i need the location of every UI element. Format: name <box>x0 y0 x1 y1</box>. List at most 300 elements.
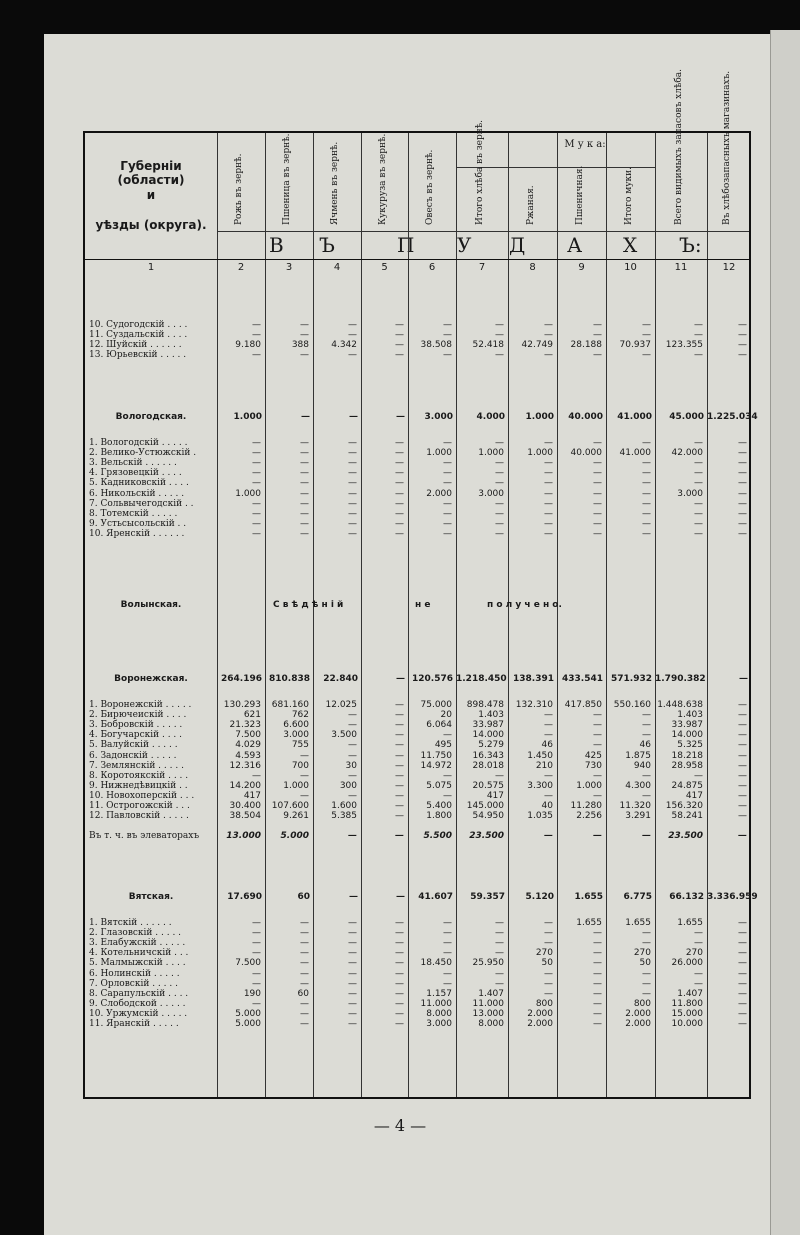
district-value: — <box>348 948 357 959</box>
district-value: — <box>593 720 602 731</box>
column-number: 5 <box>381 262 388 273</box>
district-value: 7.500 <box>235 730 261 741</box>
district-value: 5.385 <box>331 811 357 822</box>
district-value: 38.508 <box>420 340 452 351</box>
section-total-value: 3.000 <box>424 412 453 422</box>
district-value: — <box>348 750 357 761</box>
district-value: 800 <box>633 998 651 1009</box>
district-value: — <box>495 508 504 519</box>
district-value: — <box>738 458 747 469</box>
district-value: 33.987 <box>472 720 504 731</box>
district-value: 46 <box>541 740 553 751</box>
district-value: — <box>495 978 504 989</box>
district-value: 270 <box>633 948 651 959</box>
district-value: — <box>443 330 452 341</box>
district-value: — <box>300 918 309 928</box>
district-value: 46 <box>639 740 651 751</box>
district-value: — <box>252 968 261 979</box>
district-value: 9.180 <box>235 340 261 351</box>
district-value: — <box>252 448 261 459</box>
section-total-value: 59.357 <box>470 892 505 902</box>
section-total-value: 264.196 <box>221 674 262 684</box>
district-name: 6. Нолинскій . . . . . <box>89 968 180 979</box>
district-value: — <box>495 518 504 529</box>
district-value: 388 <box>291 340 309 351</box>
district-value: — <box>395 811 404 822</box>
district-value: — <box>738 350 747 361</box>
district-value: — <box>738 448 747 459</box>
elevator-value: — <box>544 831 553 842</box>
district-value: — <box>252 320 261 330</box>
district-value: 210 <box>535 760 553 771</box>
district-value: — <box>495 330 504 341</box>
district-value: — <box>348 488 357 499</box>
column-number: 3 <box>285 262 293 273</box>
district-value: — <box>642 790 651 801</box>
district-value: — <box>544 518 553 529</box>
district-name: 8. Сарапульскій . . . . <box>89 988 189 999</box>
district-value: 1.035 <box>527 811 553 822</box>
district-value: 755 <box>291 740 309 751</box>
district-value: 4.029 <box>235 740 261 751</box>
district-name: 3. Вельскій . . . . . . <box>89 458 177 469</box>
district-value: — <box>252 528 261 539</box>
district-value: — <box>395 998 404 1009</box>
district-value: — <box>642 478 651 489</box>
district-value: — <box>544 730 553 741</box>
district-value: — <box>593 488 602 499</box>
district-value: — <box>300 948 309 959</box>
district-value: — <box>642 320 651 330</box>
district-value: — <box>300 448 309 459</box>
district-value: — <box>738 720 747 731</box>
district-value: 50 <box>639 958 651 969</box>
section-total-value: 1.000 <box>525 412 554 422</box>
district-value: — <box>642 330 651 341</box>
district-value: — <box>395 958 404 969</box>
district-value: — <box>395 918 404 928</box>
district-value: — <box>738 958 747 969</box>
district-value: 28.188 <box>570 340 602 351</box>
district-value: — <box>642 468 651 479</box>
district-value: — <box>348 448 357 459</box>
column-number: 10 <box>624 262 637 273</box>
district-value: — <box>642 978 651 989</box>
district-value: — <box>395 750 404 761</box>
district-value: — <box>395 320 404 330</box>
district-value: — <box>300 478 309 489</box>
district-value: — <box>544 918 553 928</box>
district-value: — <box>642 528 651 539</box>
district-value: — <box>348 468 357 479</box>
district-value: — <box>694 478 703 489</box>
district-name: 3. Елабужскій . . . . . <box>89 938 186 949</box>
district-value: — <box>495 478 504 489</box>
column-header-3: Пшеница въ зернѣ. <box>282 133 292 225</box>
district-name: 8. Тотемскій . . . . . <box>89 508 178 519</box>
district-value: — <box>495 350 504 361</box>
district-value: 1.157 <box>426 988 452 999</box>
district-value: — <box>593 1008 602 1019</box>
district-value: — <box>593 478 602 489</box>
district-value: — <box>642 938 651 949</box>
district-value: — <box>348 350 357 361</box>
district-value: 2.000 <box>426 488 452 499</box>
district-value: — <box>443 938 452 949</box>
district-value: — <box>348 320 357 330</box>
elevator-value: 23.500 <box>469 831 504 842</box>
district-value: 14.000 <box>472 730 504 741</box>
district-value: — <box>252 928 261 939</box>
district-value: — <box>395 1019 404 1029</box>
district-value: — <box>544 528 553 539</box>
district-value: — <box>593 498 602 509</box>
section-total-value: 5.120 <box>525 892 554 902</box>
district-value: — <box>348 498 357 509</box>
district-value: — <box>495 528 504 539</box>
district-value: — <box>544 770 553 781</box>
district-value: — <box>593 938 602 949</box>
district-value: — <box>443 438 452 448</box>
district-value: — <box>300 468 309 479</box>
district-value: — <box>738 938 747 949</box>
district-value: — <box>395 770 404 781</box>
district-value: — <box>544 988 553 999</box>
district-value: 300 <box>339 780 357 791</box>
district-value: — <box>252 498 261 509</box>
district-value: — <box>348 710 357 721</box>
district-value: — <box>395 938 404 949</box>
district-value: — <box>300 458 309 469</box>
district-name: 11. Острогожскій . . . <box>89 801 190 811</box>
district-value: 41.000 <box>619 448 651 459</box>
district-value: — <box>738 780 747 791</box>
district-value: 417 <box>685 790 703 801</box>
district-value: — <box>443 918 452 928</box>
district-value: — <box>694 320 703 330</box>
district-name: 5. Валуйскій . . . . . <box>89 740 178 751</box>
district-value: — <box>395 790 404 801</box>
section-total-value: 1.225.034 <box>707 412 758 422</box>
section-title: Воронежская. <box>114 674 188 684</box>
section-total-value: 1.000 <box>233 412 262 422</box>
district-value: 3.291 <box>625 811 651 822</box>
district-value: — <box>738 740 747 751</box>
district-name: 13. Юрьевскій . . . . . <box>89 350 187 361</box>
district-value: — <box>738 508 747 519</box>
district-value: 1.000 <box>283 780 309 791</box>
district-value: — <box>544 978 553 989</box>
district-value: — <box>593 988 602 999</box>
flour-group-header: М у к а: <box>564 139 606 150</box>
district-value: 75.000 <box>420 700 452 710</box>
section-total-value: 3.336.959 <box>707 892 758 902</box>
district-value: 18.218 <box>671 750 703 761</box>
district-name: 10. Яренскій . . . . . . <box>89 528 185 539</box>
district-value: 4.300 <box>625 780 651 791</box>
district-value: — <box>738 528 747 539</box>
district-name: 6. Задонскій . . . . . <box>89 750 177 761</box>
district-value: 11.000 <box>420 998 452 1009</box>
district-value: 1.655 <box>576 918 602 928</box>
units-letter: Д <box>509 233 526 257</box>
district-value: — <box>395 780 404 791</box>
district-value: — <box>300 968 309 979</box>
district-value: — <box>443 508 452 519</box>
district-value: — <box>738 468 747 479</box>
district-value: 40 <box>541 801 553 811</box>
district-value: — <box>300 438 309 448</box>
section-total-value: 66.132 <box>669 892 704 902</box>
column-number: 9 <box>578 262 585 273</box>
district-value: — <box>642 518 651 529</box>
district-value: 9.261 <box>283 811 309 822</box>
district-value: — <box>738 488 747 499</box>
district-value: — <box>395 350 404 361</box>
column-header-12: Въ хлѣбозапасныхъ магазинахъ. <box>722 70 732 225</box>
district-value: 5.000 <box>235 1019 261 1029</box>
district-value: — <box>738 340 747 351</box>
district-value: — <box>738 801 747 811</box>
district-value: 14.200 <box>229 780 261 791</box>
district-value: — <box>738 1008 747 1019</box>
district-value: — <box>395 801 404 811</box>
district-value: — <box>694 508 703 519</box>
district-value: — <box>544 938 553 949</box>
district-name: 4. Богучарскій . . . . <box>89 730 182 741</box>
district-value: — <box>593 958 602 969</box>
elevator-value: 5.500 <box>423 831 452 842</box>
district-value: — <box>593 1019 602 1029</box>
district-value: — <box>395 1008 404 1019</box>
district-value: — <box>593 468 602 479</box>
district-value: — <box>544 710 553 721</box>
district-value: — <box>544 968 553 979</box>
district-value: 417.850 <box>564 700 602 710</box>
district-name: 3. Бобровскій . . . . . <box>89 720 183 731</box>
district-value: — <box>252 938 261 949</box>
district-value: — <box>738 760 747 771</box>
district-value: — <box>495 438 504 448</box>
district-value: — <box>694 518 703 529</box>
district-value: — <box>694 438 703 448</box>
district-value: 1.403 <box>677 710 703 721</box>
district-value: 621 <box>243 710 261 721</box>
units-letter: Ъ: <box>679 233 702 257</box>
column-number: 12 <box>722 262 736 273</box>
district-value: — <box>348 528 357 539</box>
section-total-value: — <box>739 674 748 684</box>
district-value: 33.987 <box>671 720 703 731</box>
district-value: — <box>593 948 602 959</box>
district-value: — <box>593 770 602 781</box>
district-value: — <box>495 320 504 330</box>
elevator-value: 13.000 <box>226 831 261 842</box>
district-value: — <box>300 938 309 949</box>
next-page-edge <box>770 30 800 1235</box>
district-value: — <box>642 770 651 781</box>
grain-stocks-table <box>83 68 758 1099</box>
district-value: — <box>348 720 357 731</box>
district-value: — <box>495 918 504 928</box>
district-value: 11.320 <box>619 801 651 811</box>
district-value: 270 <box>535 948 553 959</box>
district-value: — <box>300 350 309 361</box>
district-value: — <box>348 918 357 928</box>
units-row <box>219 233 751 261</box>
district-value: — <box>395 730 404 741</box>
district-value: — <box>593 518 602 529</box>
column-header-4: Ячмень въ зернѣ. <box>330 141 340 225</box>
district-name: 4. Грязовецкій . . . . <box>89 468 182 479</box>
elevator-label: Въ т. ч. въ элеваторахъ <box>89 831 200 842</box>
district-value: — <box>738 700 747 710</box>
district-value: — <box>544 720 553 731</box>
district-value: 800 <box>535 998 553 1009</box>
district-value: 1.875 <box>625 750 651 761</box>
district-value: 1.000 <box>235 488 261 499</box>
district-value: — <box>694 968 703 979</box>
district-value: 12.316 <box>229 760 261 771</box>
district-value: — <box>348 968 357 979</box>
district-value: 5.400 <box>426 801 452 811</box>
district-value: 130.293 <box>223 700 261 710</box>
district-value: — <box>443 468 452 479</box>
district-value: — <box>395 478 404 489</box>
district-value: 6.064 <box>426 720 452 731</box>
district-value: 25.950 <box>472 958 504 969</box>
section-total-value: 571.932 <box>611 674 652 684</box>
district-value: — <box>252 998 261 1009</box>
district-value: — <box>300 770 309 781</box>
district-value: — <box>395 488 404 499</box>
district-value: — <box>544 438 553 448</box>
district-value: — <box>395 948 404 959</box>
district-value: — <box>544 790 553 801</box>
units-letter: Ъ <box>319 233 335 257</box>
district-value: 1.600 <box>331 801 357 811</box>
district-value: 730 <box>584 760 602 771</box>
district-value: 762 <box>291 710 309 721</box>
district-value: — <box>252 770 261 781</box>
district-value: 5.000 <box>235 1008 261 1019</box>
region-header-line1: Губерніи (области) <box>117 159 185 187</box>
district-value: 24.875 <box>671 780 703 791</box>
elevator-value: — <box>348 831 357 842</box>
district-name: 5. Малмыжскій . . . . <box>89 958 186 969</box>
district-value: — <box>348 1019 357 1029</box>
district-value: — <box>300 330 309 341</box>
district-value: — <box>738 811 747 822</box>
district-value: — <box>300 528 309 539</box>
district-value: 5.325 <box>677 740 703 751</box>
district-value: — <box>738 518 747 529</box>
district-value: — <box>395 458 404 469</box>
district-value: — <box>348 478 357 489</box>
district-value: 13.000 <box>472 1008 504 1019</box>
district-value: 60 <box>297 988 309 999</box>
district-name: 2. Глазовскій . . . . . <box>89 928 182 939</box>
district-value: — <box>395 710 404 721</box>
district-value: 14.000 <box>671 730 703 741</box>
units-letter: А <box>567 233 583 257</box>
district-value: — <box>443 730 452 741</box>
district-name: 1. Вологодскій . . . . . <box>89 438 188 448</box>
district-value: — <box>348 988 357 999</box>
district-value: — <box>495 948 504 959</box>
district-value: — <box>348 938 357 949</box>
district-value: 1.800 <box>426 811 452 822</box>
district-value: 14.972 <box>420 760 452 771</box>
district-value: — <box>300 488 309 499</box>
district-value: — <box>642 720 651 731</box>
district-value: — <box>252 458 261 469</box>
district-value: — <box>593 740 602 751</box>
elevator-value: 5.000 <box>280 831 309 842</box>
district-name: 12. Павловскій . . . . . <box>89 811 189 822</box>
district-value: — <box>544 488 553 499</box>
district-value: — <box>300 518 309 529</box>
district-value: — <box>495 938 504 949</box>
district-value: 3.000 <box>283 730 309 741</box>
district-value: 2.256 <box>576 811 602 822</box>
district-value: — <box>593 730 602 741</box>
section-total-value: 1.218.450 <box>456 674 507 684</box>
district-name: 12. Шуйскій . . . . . . <box>89 340 182 351</box>
district-name: 9. Слободской . . . . . <box>89 998 186 1009</box>
district-value: 3.000 <box>478 488 504 499</box>
district-value: 30.400 <box>229 801 261 811</box>
district-value: — <box>300 998 309 1009</box>
district-value: — <box>348 998 357 1009</box>
section-total-value: 40.000 <box>568 412 603 422</box>
district-value: — <box>642 458 651 469</box>
district-value: 1.407 <box>677 988 703 999</box>
district-value: 8.000 <box>478 1019 504 1029</box>
district-value: — <box>443 968 452 979</box>
district-value: — <box>395 528 404 539</box>
district-value: 11.000 <box>472 998 504 1009</box>
district-value: 6.600 <box>283 720 309 731</box>
section-total-value: 41.607 <box>418 892 453 902</box>
column-header-10: Итого муки. <box>623 166 634 225</box>
section-total-value: 6.775 <box>623 892 652 902</box>
district-value: 700 <box>291 760 309 771</box>
section-total-value: — <box>396 892 405 902</box>
district-value: — <box>642 488 651 499</box>
column-header-6: Овесъ въ зернѣ. <box>425 149 435 225</box>
units-letter: Х <box>623 233 638 257</box>
district-value: — <box>593 978 602 989</box>
district-value: 417 <box>486 790 504 801</box>
district-value: — <box>443 518 452 529</box>
district-value: — <box>738 928 747 939</box>
column-header-11: Всего видимыхъ запасовъ хлѣба. <box>674 68 684 225</box>
district-value: — <box>694 938 703 949</box>
district-value: — <box>348 790 357 801</box>
section-total-value: — <box>349 412 358 422</box>
section-total-value: 138.391 <box>513 674 554 684</box>
district-value: — <box>593 458 602 469</box>
district-value: — <box>694 528 703 539</box>
district-name: 1. Вятскій . . . . . . <box>89 918 172 928</box>
district-value: — <box>694 928 703 939</box>
elevator-value: — <box>642 831 651 842</box>
district-value: — <box>593 438 602 448</box>
elevator-value: — <box>395 831 404 842</box>
district-name: 10. Судогодскій . . . . <box>89 320 188 330</box>
section-total-value: — <box>396 674 405 684</box>
